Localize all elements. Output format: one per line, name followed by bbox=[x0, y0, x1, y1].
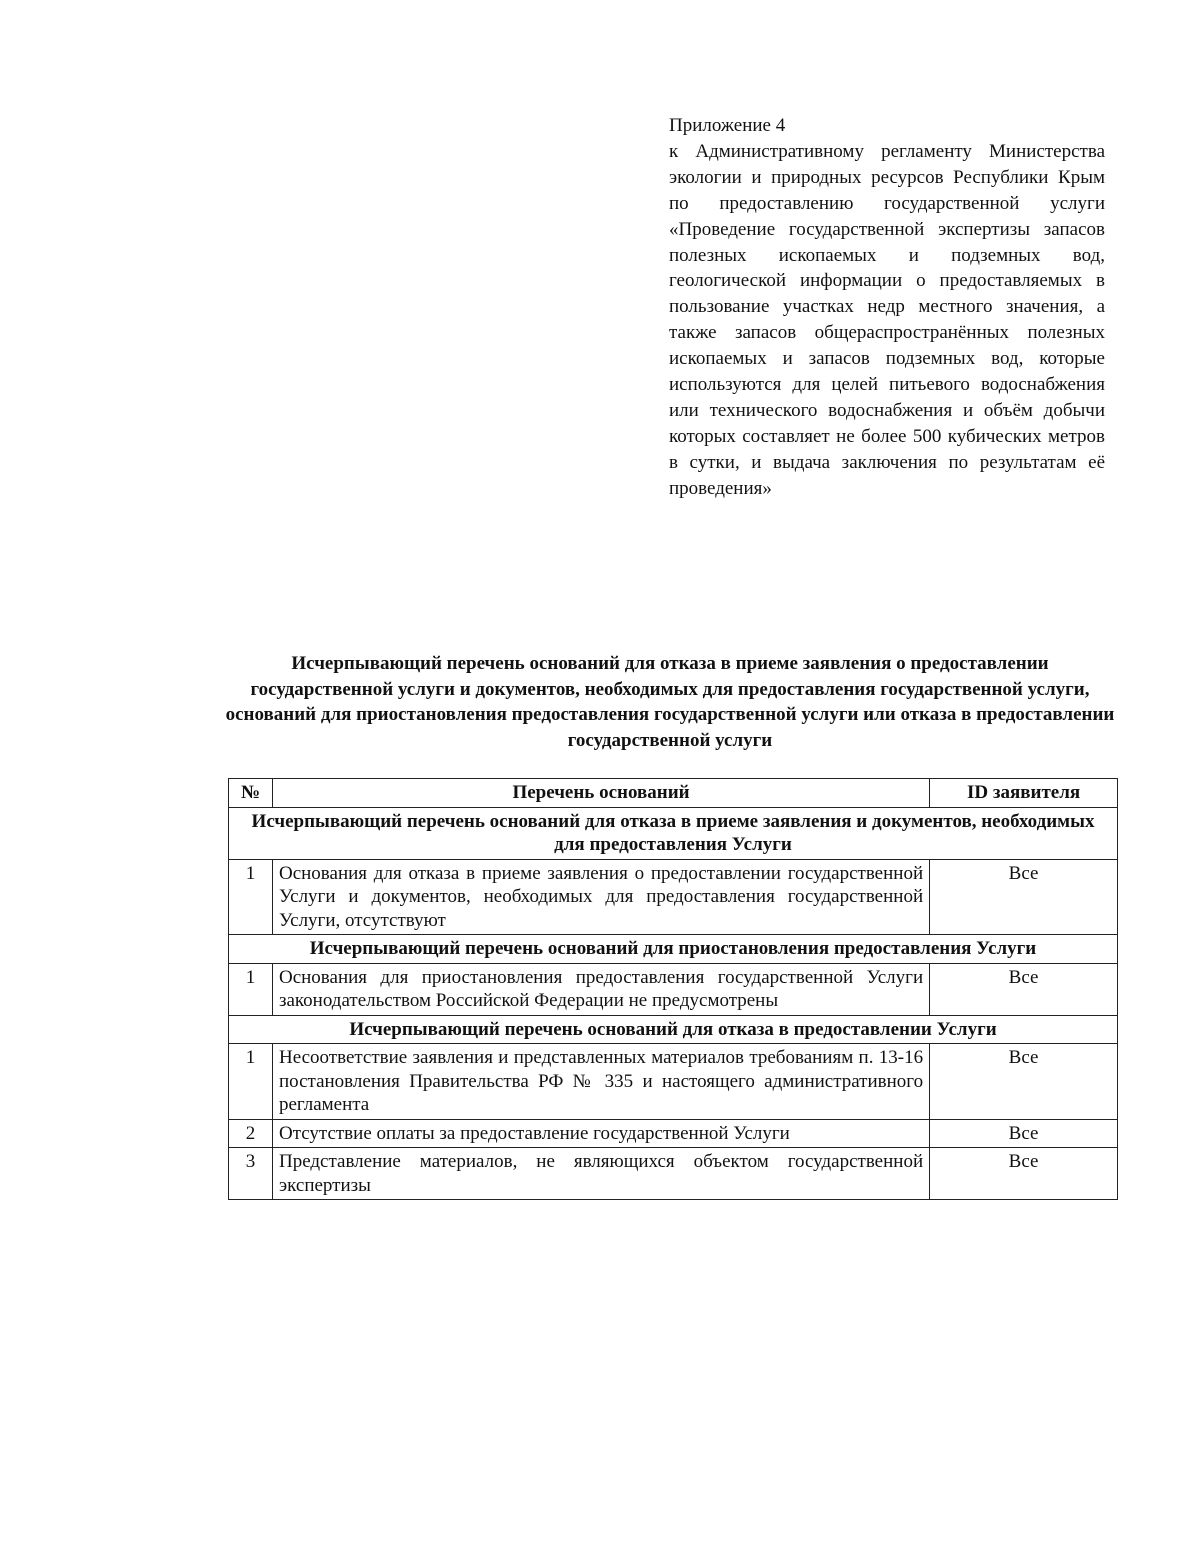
table-row bbox=[229, 1044, 1118, 1120]
header-grounds: Перечень оснований bbox=[272, 779, 929, 808]
row-num: 1 bbox=[229, 1044, 273, 1120]
table-row bbox=[229, 859, 1118, 935]
table-row bbox=[229, 1119, 1118, 1148]
section-header-row bbox=[229, 1015, 1118, 1044]
row-text: Представление материалов, не являющихся объектом государственной экспертизы bbox=[272, 1148, 929, 1200]
row-applicant: Все bbox=[930, 859, 1118, 935]
section-title-suspension: Исчерпывающий перечень оснований для приостановления предоставления Услуги bbox=[229, 935, 1118, 964]
row-text: Отсутствие оплаты за предоставление государственной Услуги bbox=[272, 1119, 929, 1148]
table-header-row bbox=[229, 779, 1118, 808]
row-applicant: Все bbox=[930, 1119, 1118, 1148]
table-row bbox=[229, 1148, 1118, 1200]
section-header-row bbox=[229, 935, 1118, 964]
document-title: Исчерпывающий перечень оснований для отказа в приеме заявления о предоставлении государственной услуги и документов, необходимых для предоставления государственной услуги, оснований для приостановления предоставления государственной услуги или отказа в предоставлении государственной услуги bbox=[225, 653, 1115, 751]
annex-title: Приложение 4 bbox=[669, 115, 786, 136]
row-num: 1 bbox=[229, 859, 273, 935]
row-applicant: Все bbox=[930, 1044, 1118, 1120]
grounds-table bbox=[228, 778, 1118, 1200]
header-applicant-id: ID заявителя bbox=[930, 779, 1118, 808]
table-row bbox=[229, 963, 1118, 1015]
row-text: Несоответствие заявления и представленных материалов требованиям п. 13-16 постановления Правительства РФ № 335 и настоящего административного регламента bbox=[272, 1044, 929, 1120]
section-header-row bbox=[229, 807, 1118, 859]
row-text: Основания для приостановления предоставления государственной Услуги законодательством Российской Федерации не предусмотрены bbox=[272, 963, 929, 1015]
section-title-reception-refusal: Исчерпывающий перечень оснований для отказа в приеме заявления и документов, необходимых для предоставления Услуги bbox=[229, 807, 1118, 859]
section-title-service-refusal: Исчерпывающий перечень оснований для отказа в предоставлении Услуги bbox=[229, 1015, 1118, 1044]
header-num: № bbox=[229, 779, 273, 808]
row-num: 3 bbox=[229, 1148, 273, 1200]
annex-block bbox=[669, 113, 1105, 502]
row-applicant: Все bbox=[930, 1148, 1118, 1200]
row-num: 1 bbox=[229, 963, 273, 1015]
row-text: Основания для отказа в приеме заявления о предоставлении государственной Услуги и документов, необходимых для предоставления государственной Услуги, отсутствуют bbox=[272, 859, 929, 935]
annex-body: к Административному регламенту Министерства экологии и природных ресурсов Республики Крым по предоставлению государственной услуги «Проведение государственной экспертизы запасов полезных ископаемых и подземных вод, геологической информации о предоставляемых в пользование участках недр местного значения, а также запасов общераспространённых полезных ископаемых и запасов подземных вод, которые используются для целей питьевого водоснабжения или технического водоснабжения и объём добычи которых составляет не более 500 кубических метров в сутки, и выдача заключения по результатам её проведения» bbox=[669, 140, 1105, 499]
row-applicant: Все bbox=[930, 963, 1118, 1015]
row-num: 2 bbox=[229, 1119, 273, 1148]
